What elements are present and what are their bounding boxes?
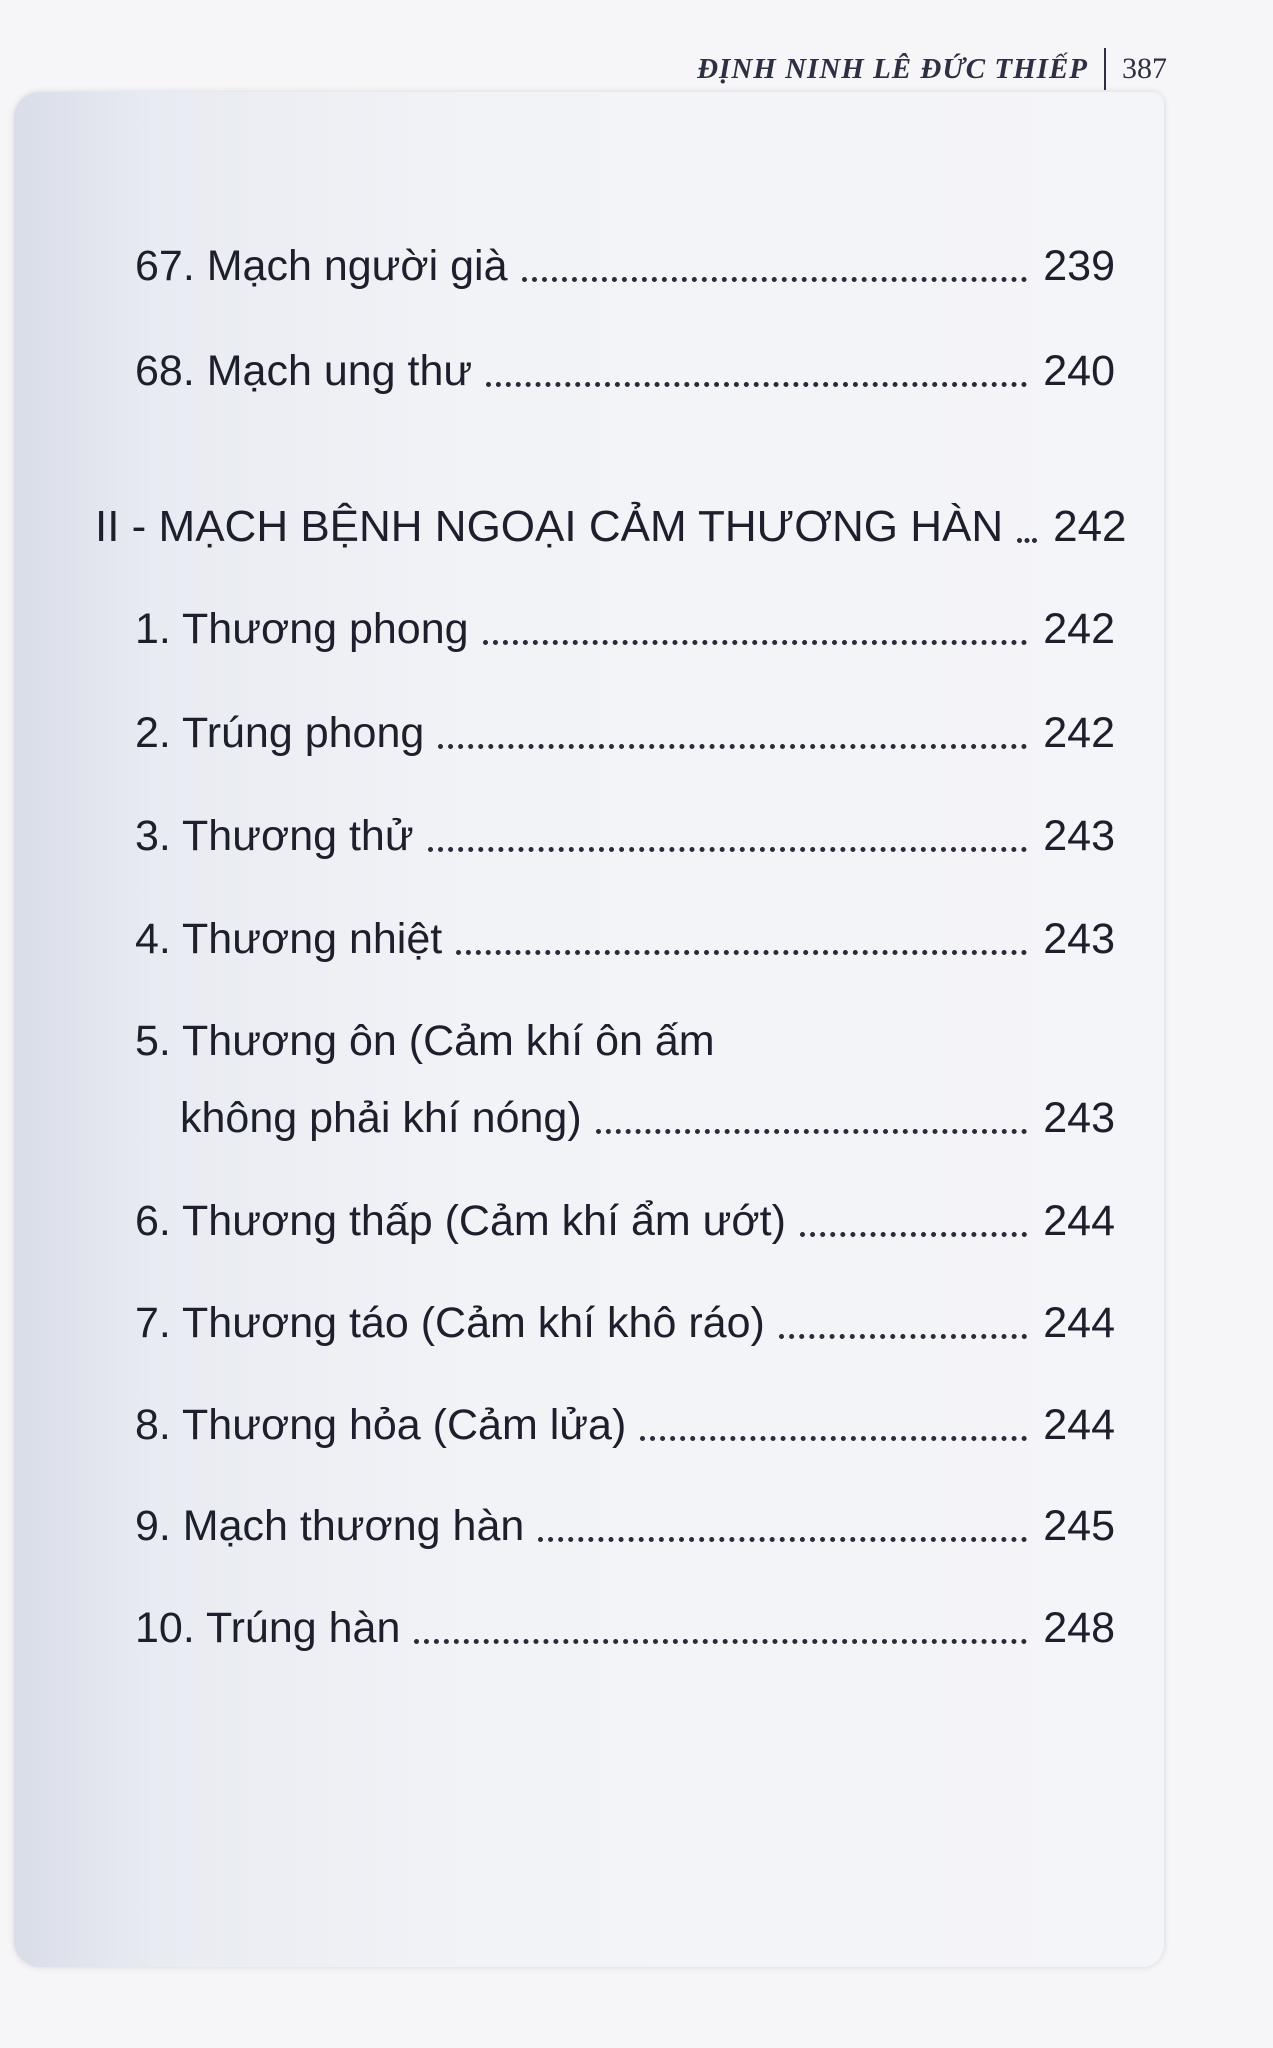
toc-entry-label: 9. Mạch thương hàn xyxy=(135,1502,525,1550)
toc-entry-label-line1[interactable]: 5. Thương ôn (Cảm khí ôn ấm xyxy=(135,1017,715,1065)
dot-leader xyxy=(596,1129,1028,1134)
toc-entry-label: 10. Trúng hàn xyxy=(135,1604,401,1652)
toc-entry-label: 2. Trúng phong xyxy=(135,709,425,757)
toc-entry-page: 244 xyxy=(1043,1299,1115,1347)
toc-entry-label: 3. Thương thử xyxy=(135,812,414,860)
toc-entry[interactable] xyxy=(135,1197,1115,1245)
toc-entry[interactable] xyxy=(180,1094,1115,1142)
toc-entry[interactable] xyxy=(135,1502,1115,1550)
toc-entry[interactable] xyxy=(135,1299,1115,1347)
toc-entry-page: 243 xyxy=(1043,812,1115,860)
toc-entry[interactable] xyxy=(135,709,1115,757)
toc-entry-page: 244 xyxy=(1043,1401,1115,1449)
toc-entry-label: 1. Thương phong xyxy=(135,605,469,653)
toc-section-label: II - MẠCH BỆNH NGOẠI CẢM THƯƠNG HÀN xyxy=(95,502,1004,551)
toc-entry-page: 243 xyxy=(1043,915,1115,963)
dot-leader xyxy=(483,640,1028,645)
toc-entry[interactable] xyxy=(135,242,1115,290)
toc-entry-page: 245 xyxy=(1043,1502,1115,1550)
toc-entry-page: 242 xyxy=(1043,709,1115,757)
toc-entry-page: 248 xyxy=(1043,1604,1115,1652)
toc-entry[interactable] xyxy=(135,915,1115,963)
toc-entry-page: 239 xyxy=(1043,242,1115,290)
toc-entry[interactable] xyxy=(135,1401,1115,1449)
toc-entry-label: 67. Mạch người già xyxy=(135,242,508,290)
toc-entry[interactable] xyxy=(135,347,1115,395)
dot-leader xyxy=(428,847,1028,852)
dot-leader xyxy=(1017,538,1037,543)
toc-entry-label: 8. Thương hỏa (Cảm lửa) xyxy=(135,1401,627,1449)
toc-section-heading[interactable] xyxy=(95,502,1127,551)
toc-entry-page: 243 xyxy=(1043,1094,1115,1142)
toc-entry-page: 242 xyxy=(1043,605,1115,653)
dot-leader xyxy=(538,1537,1027,1542)
dot-leader xyxy=(522,277,1028,282)
toc-entry-label: 7. Thương táo (Cảm khí khô ráo) xyxy=(135,1299,765,1347)
header-page-number: 387 xyxy=(1122,52,1167,85)
dot-leader xyxy=(438,744,1027,749)
toc-entry-label-continued: không phải khí nóng) xyxy=(180,1094,582,1142)
toc-entry-label: 6. Thương thấp (Cảm khí ẩm ướt) xyxy=(135,1197,786,1245)
toc-entry-page: 240 xyxy=(1043,347,1115,395)
toc-entry-page: 244 xyxy=(1043,1197,1115,1245)
header-title: ĐỊNH NINH LÊ ĐỨC THIẾP xyxy=(697,52,1088,85)
toc-entry[interactable] xyxy=(135,1604,1115,1652)
toc-entry[interactable] xyxy=(135,812,1115,860)
dot-leader xyxy=(486,382,1027,387)
dot-leader xyxy=(456,950,1027,955)
dot-leader xyxy=(779,1334,1027,1339)
dot-leader xyxy=(414,1639,1027,1644)
toc-entry-label: 68. Mạch ung thư xyxy=(135,347,473,395)
toc-entry-label: 4. Thương nhiệt xyxy=(135,915,443,963)
dot-leader xyxy=(800,1232,1027,1237)
toc-entry[interactable] xyxy=(135,605,1115,653)
toc-entry-page: 242 xyxy=(1053,502,1127,551)
dot-leader xyxy=(640,1436,1027,1441)
